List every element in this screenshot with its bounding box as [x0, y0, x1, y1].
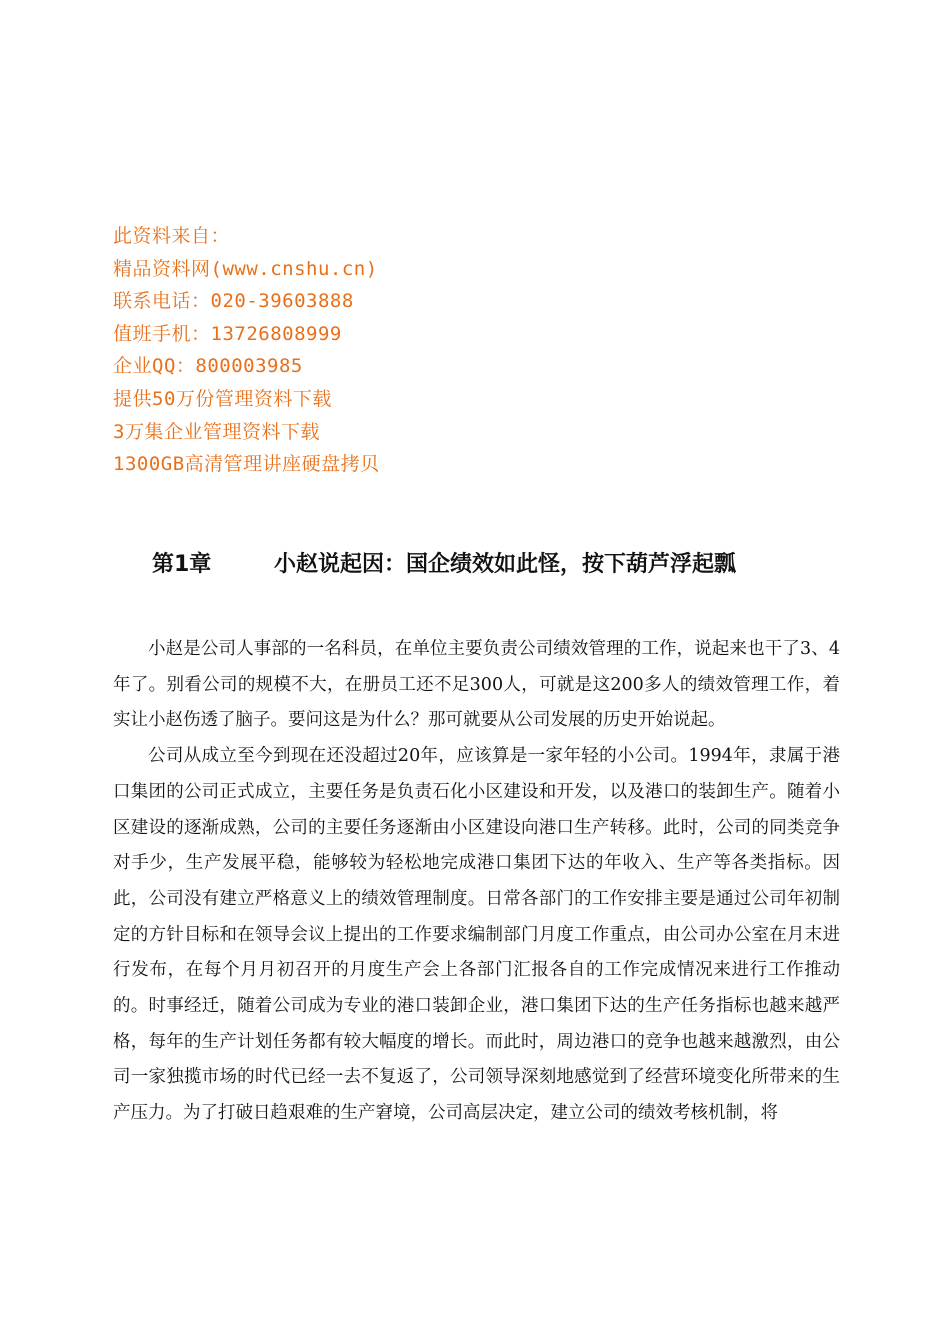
chapter-heading — [152, 545, 736, 585]
source-info-line: 联系电话：020-39603888 — [113, 290, 354, 313]
source-info-line: 值班手机：13726808999 — [113, 322, 342, 345]
source-info-line: 此资料来自： — [113, 225, 231, 247]
paragraph: 公司从成立至今到现在还没超过20年，应该算是一家年轻的小公司。1994年，隶属于港口集团的公司正式成立，主要任务是负责石化小区建设和开发，以及港口的装卸生产。随着小区建设的逐渐成熟，公司的主要任务逐渐由小区建设向港口生产转移。此时，公司的同类竞争对手少，生产发展平稳，能够较为轻松地完成港口集团下达的年收入、生产等各类指标。因此，公司没有建立严格意义上的绩效管理制度。日常各部门的工作安排主要是通过公司年初制定的方针目标和在领导会议上提出的工作要求编制部门月度工作重点，由公司办公室在月末进行发布，在每个月月初召开的月度生产会上各部门汇报各自的工作完成情况来进行工作推动的。时事经迁，随着公司成为专业的港口装卸企业，港口集团下达的生产任务指标也越来越严格，每年的生产计划任务都有较大幅度的增长。而此时，周边港口的竞争也越来越激烈，由公司一家独揽市场的时代已经一去不复返了，公司领导深刻地感觉到了经营环境变化所带来的生产压力。为了打破日趋艰难的生产窘境，公司高层决定，建立公司的绩效考核机制，将 — [113, 746, 840, 1124]
chapter-title: 小赵说起因：国企绩效如此怪，按下葫芦浮起瓢 — [274, 552, 737, 577]
source-info-line: 提供50万份管理资料下载 — [113, 387, 332, 410]
source-info-line: 3万集企业管理资料下载 — [113, 420, 320, 443]
chapter-number: 第1章 — [152, 552, 212, 577]
paragraph: 小赵是公司人事部的一名科员，在单位主要负责公司绩效管理的工作，说起来也干了3、4年了。别看公司的规模不大，在册员工还不足300人，可就是这200多人的绩效管理工作，着实让小赵伤透了脑子。要问这是为什么？那可就要从公司发展的历史开始说起。 — [113, 639, 840, 731]
chapter-body — [113, 632, 840, 1132]
source-info-block — [113, 220, 380, 481]
source-info-line: 企业QQ：800003985 — [113, 355, 303, 378]
source-info-line: 1300GB高清管理讲座硬盘拷贝 — [113, 453, 380, 476]
source-info-line: 精品资料网(www.cnshu.cn) — [113, 257, 378, 280]
